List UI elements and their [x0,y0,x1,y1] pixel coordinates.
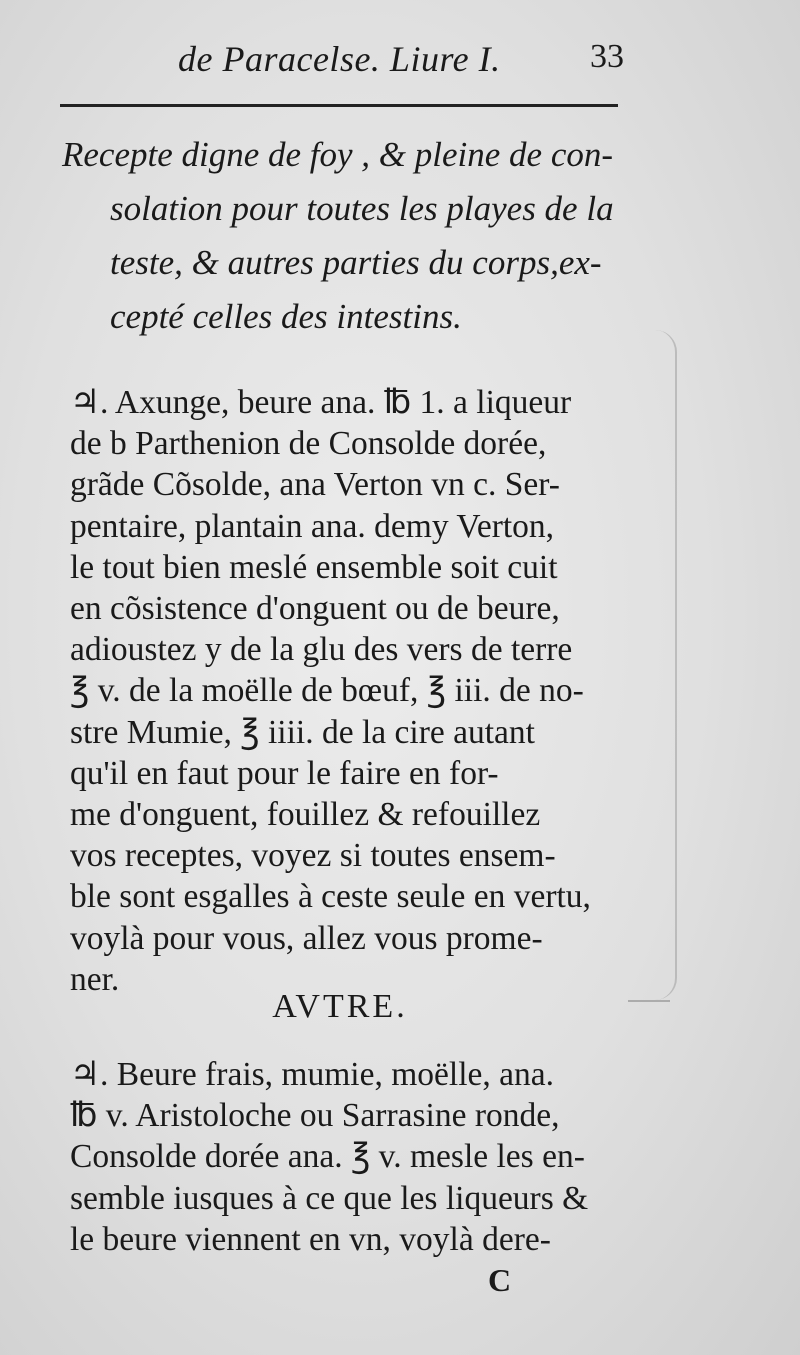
heading-line: teste, & autres parties du corps,ex- [110,243,602,282]
text-line: ble sont esgalles à ceste seule en vertu, [70,878,591,916]
text-line: adioustez y de la glu des vers de terre [70,631,573,669]
text-line: grãde Cõsolde, ana Verton vn c. Ser- [70,466,560,504]
text-line: pentaire, plantain ana. demy Verton, [70,507,555,545]
margin-pencil-mark [655,330,677,1000]
text-line: le tout bien meslé ensemble soit cuit [70,548,558,586]
text-line: qu'il en faut pour le faire en for- [70,754,499,792]
heading-line: cepté celles des intestins. [110,297,462,336]
margin-dash [628,1000,670,1002]
text-line: ner. [70,960,120,998]
recipe-heading [62,128,632,344]
page-number: 33 [590,38,624,75]
text-line: voylà pour vous, allez vous prome- [70,919,543,957]
header-rule [60,104,618,107]
signature-mark: C [488,1262,512,1298]
text-line: ℔ v. Aristoloche ou Sarrasine ronde, [70,1097,560,1135]
text-line: ♃. Beure frais, mumie, moëlle, ana. [70,1056,554,1093]
text-line: me d'onguent, fouillez & refouillez [70,796,541,834]
text-line: en cõsistence d'onguent ou de beure, [70,590,560,628]
text-line: stre Mumie, ℥ iiii. de la cire autant [70,713,535,751]
recipe-paragraph-1 [70,382,645,1000]
page-header [0,38,800,88]
running-title: de Paracelse. Liure I. [178,39,501,79]
text-line: vos receptes, voyez si toutes ensem- [70,837,556,875]
heading-line: Recepte digne de foy , & pleine de con- [62,135,614,174]
text-line: Consolde dorée ana. ℥ v. mesle les en- [70,1138,585,1176]
text-line: de b Parthenion de Consolde dorée, [70,425,547,463]
heading-line: solation pour toutes les playes de la [110,189,614,228]
text-line: ℥ v. de la moëlle de bœuf, ℥ iii. de no- [70,672,584,710]
section-title: AVTRE. [272,988,408,1025]
text-line: ♃. Axunge, beure ana. ℔ 1. a liqueur [70,384,572,421]
recipe-paragraph-2 [70,1054,645,1260]
text-line: le beure viennent en vn, voylà dere- [70,1220,551,1258]
text-line: semble iusques à ce que les liqueurs & [70,1179,589,1217]
